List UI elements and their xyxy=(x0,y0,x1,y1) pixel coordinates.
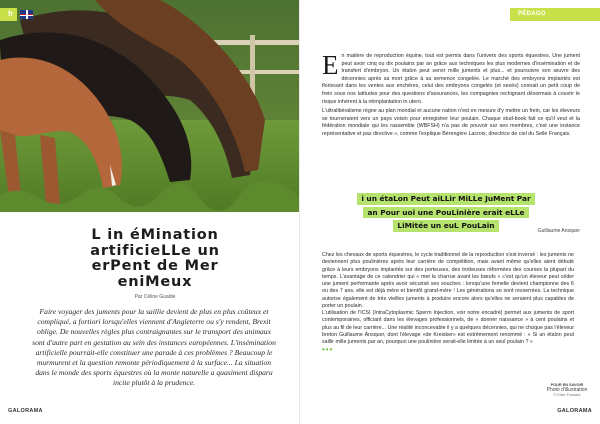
body-text-top xyxy=(322,50,580,141)
photo-caption xyxy=(538,383,596,397)
article-title: L in éMination artificieLLe un erPent de Mer eniMeux xyxy=(90,227,220,290)
section-label: PÉDAGO xyxy=(510,8,600,21)
horses-illustration xyxy=(0,0,300,212)
caption-credit: © Elise Fossard xyxy=(553,393,581,397)
paragraph-1 xyxy=(322,50,580,106)
hero-photo-horses xyxy=(0,0,300,212)
uk-flag-icon[interactable] xyxy=(20,10,33,19)
pull-quote-author: Guillaume Ansquer xyxy=(537,228,580,234)
paragraph-4: L'utilisation de l'ICSI (IntraCytoplasmic Sperm Injection, voir notre encadré) permet aux juments de sport contemporaines, officiant dans les élevages professionnels, de « donner naissance » à cent poulains et plus au fil de leur carrière... Une réalité inconcevable il y a quelques décennies, qui ne choque pas l'éleveur breton Guillaume Ansquer, dont l'élevage «de Kreisker» est extrêmement renommé : « Si un étalon peut saillir mille juments par an, pourquoi une poulinière serait-elle limitée à un seul poulain ? » xyxy=(322,310,574,345)
continued-dots: ••• xyxy=(322,345,334,355)
pull-quote xyxy=(340,192,552,233)
right-page xyxy=(300,0,600,424)
caption-text: Photo d'illustration xyxy=(546,387,588,393)
paragraph-3: Chez les chevaux de sports équestres, le cycle traditionnel de la reproduction s'est inversé : les juments ne deviennent plus poulinières après leur carrière de compétition, mais avant même qu'elles aient débuté grâce à leurs embryons implantés sur des porteuses, des trotteuses réformées des courses la plupart du temps. L'avantage de ce calendrier qui « met la charrue avant les bœufs » c'est qu'un éleveur peut céder une jument performante après avoir sécurisé ses souches : lorsqu'une femelle devient championne des 6 ou des 7 ans, elle est déjà mère et bientôt grand-mère ! Les générations se sont resserrées. La technique autorise également de très vieilles juments à produire encore alors qu'elles ne seraient plus capables de porter un poulain. xyxy=(322,252,574,309)
byline: Par Céline Gualde xyxy=(134,294,176,300)
folio-logo-right: GALORAMA xyxy=(557,408,592,414)
dropcap: E xyxy=(322,50,339,80)
caption-label: POUR EN SAVOIR xyxy=(550,383,584,387)
paragraph-2: L'ultralibéralisme règne au plan mondial et aucune nation n'est en mesure d'y mettre un frein, car les éleveurs se tourneraient vers un pays voisin pour enregistrer leur poulain. Chaque stud-book fait ce qu'il veut et la fédération mondiale qui les rassemble (WBFSH) n'a pas de pouvoir sur ses membres, c'est une instance représentative et pas directive », comme l'explique Bérengère Lacroix, directrice de ciel du Selle Français. xyxy=(322,108,580,137)
language-code: fr xyxy=(0,8,17,21)
body-text-bottom xyxy=(322,252,574,356)
pull-quote-line: LiMitée un euL PouLain xyxy=(393,220,498,232)
paragraph-1-text: n matière de reproduction équine, tout est permis dans l'univers des sports équestres. Une jument peut avoir cinq ou dix poulains par an grâce aux techniques les plus modernes d'insémination et de transfert d'embryon. Un étalon peut servir mille juments et plus... et poursuivre son œuvre des décennies après sa mort grâce à sa semence congelée. Le marché des embryons implantés est florissant dans les ventes aux enchères, celui des embryons congelés (et sexés) connait un petit coup de frein sous nos latitudes pour des questions d'assurances, les compagnies rechignant désormais à couvrir le risque inhérent à la réimplantation in utero. xyxy=(322,53,580,105)
pull-quote-line: i un étaLon Peut aiLLir MiLLe JuMent Par xyxy=(357,193,534,205)
intro-paragraph: Faire voyager des juments pour la saillie devient de plus en plus coûteux et compliqué, a fortiori lorsqu'elles viennent d'Angleterre ou s'y rendent, Brexit oblige. De nouvelles règles plus contraignantes sur le transport des animaux sont d'autre part en gestation au sein des instances européennes. L'insémination artificielle pourrait-elle constituer une parade à ces problèmes ? Beaucoup le murmurent et la question remonte périodiquement à la surface... La situation dans le monde des sports équestres où la monte naturelle a quasiment disparu incite plutôt à la prudence. xyxy=(32,307,276,388)
pull-quote-line: an Pour uoi une PouLinière erait eLLe xyxy=(363,207,528,219)
folio-logo-left: GALORAMA xyxy=(8,408,43,414)
language-tab[interactable] xyxy=(0,8,33,21)
